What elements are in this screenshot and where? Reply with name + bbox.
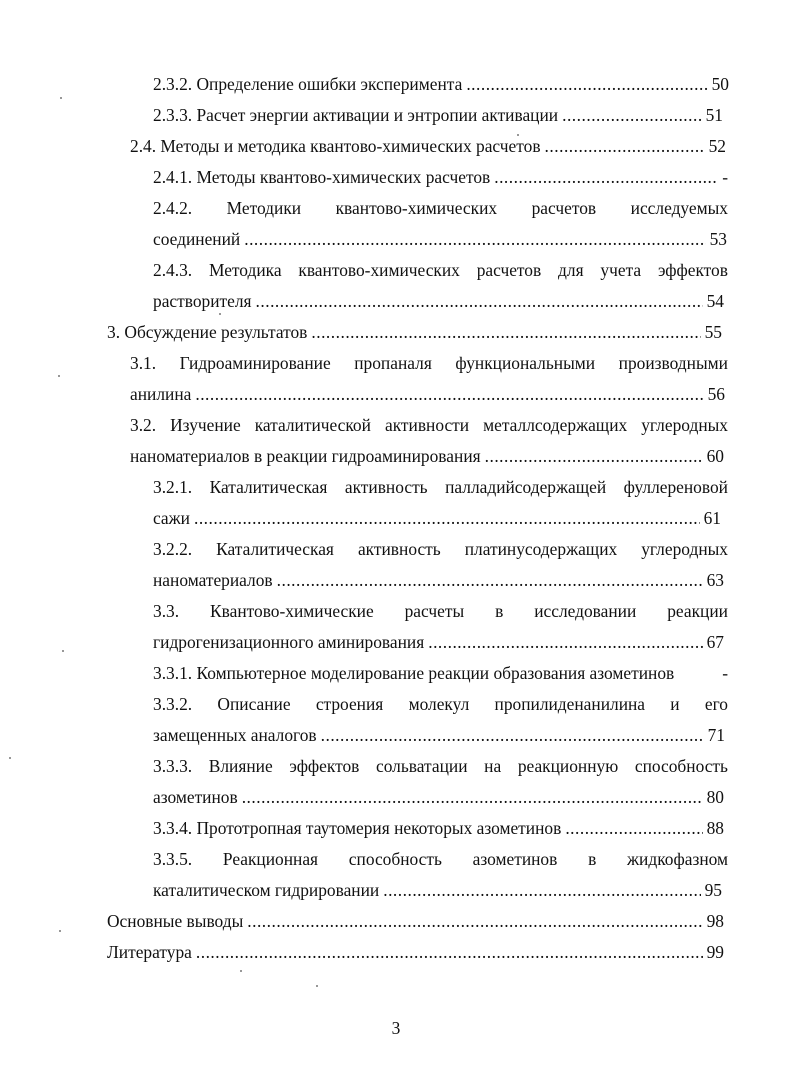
toc-word: Квантово-химические [210, 601, 374, 621]
scan-speck [517, 134, 519, 136]
toc-page-number: 63 [706, 570, 724, 590]
toc-entry-2-4-2-first-line [153, 197, 728, 219]
toc-word: его [704, 694, 728, 714]
toc-word: 3.3.2. [153, 694, 193, 714]
toc-page-number: 61 [703, 508, 721, 528]
toc-entry-3 [107, 321, 722, 343]
toc-page-number: 88 [706, 818, 724, 838]
toc-entry-continuation: азометинов [153, 787, 238, 807]
toc-page-number: 53 [709, 229, 727, 249]
toc-entry-label: 3.3.4. Прототропная таутомерия некоторых азометинов [153, 818, 562, 838]
toc-page-number: 67 [706, 632, 724, 652]
leader-dots [194, 507, 700, 529]
toc-entry-2-4 [130, 135, 726, 157]
toc-page-number: 56 [707, 384, 725, 404]
toc-word: в [588, 849, 597, 869]
toc-entry-3-1-second-line [130, 383, 725, 405]
toc-entry-3-2-first-line [130, 414, 728, 436]
toc-entry-3-3-second-line [153, 631, 724, 653]
toc-entry-3-3-3-second-line [153, 786, 724, 808]
toc-page-number: 60 [706, 446, 724, 466]
scan-speck [219, 313, 221, 315]
toc-entry-label: 2.3.2. Определение ошибки эксперимента [153, 74, 463, 94]
toc-word: активности [384, 415, 470, 435]
toc-word: Каталитическая [209, 477, 328, 497]
toc-word: квантово-химических [335, 198, 498, 218]
toc-word: эффектов [657, 260, 728, 280]
toc-entry-3-3-first-line [153, 600, 728, 622]
toc-word: активность [344, 477, 428, 497]
toc-word: активность [357, 539, 441, 559]
toc-word: способность [348, 849, 442, 869]
toc-entry-literature [107, 941, 724, 963]
toc-word: сольватации [376, 756, 468, 776]
toc-word: Влияние [208, 756, 273, 776]
leader-dots [383, 879, 700, 901]
toc-entry-conclusions [107, 910, 724, 932]
toc-word: способность [634, 756, 728, 776]
toc-word: азометинов [472, 849, 558, 869]
toc-entry-label: Основные выводы [107, 911, 244, 931]
toc-word: для [558, 260, 584, 280]
toc-entry-3-3-1 [153, 662, 728, 684]
scan-speck [58, 375, 60, 377]
toc-page-number: - [722, 663, 728, 683]
toc-word: исследовании [534, 601, 637, 621]
toc-word: реакционную [517, 756, 619, 776]
toc-word: эффектов [289, 756, 360, 776]
toc-entry-3-2-1-second-line [153, 507, 721, 529]
toc-page-number: 52 [708, 136, 726, 156]
toc-word: реакции [667, 601, 728, 621]
toc-entry-2-4-2-second-line [153, 228, 727, 250]
toc-entry-3-3-4 [153, 817, 724, 839]
toc-entry-3-3-5-first-line [153, 848, 728, 870]
toc-entry-3-2-2-second-line [153, 569, 724, 591]
toc-entry-label: 3.3.1. Компьютерное моделирование реакции образования азометинов [153, 663, 675, 683]
toc-entry-label: 3. Обсуждение результатов [107, 322, 308, 342]
toc-word: Изучение [170, 415, 241, 435]
toc-entry-3-2-2-first-line [153, 538, 728, 560]
toc-entry-3-3-5-second-line [153, 879, 722, 901]
toc-entry-label: 2.3.3. Расчет энергии активации и энтропии активации [153, 105, 559, 125]
scan-speck [62, 650, 64, 652]
toc-word: исследуемых [630, 198, 728, 218]
leader-dots [466, 73, 707, 95]
toc-entry-label: 2.4. Методы и методика квантово-химических расчетов [130, 136, 541, 156]
page-number: 3 [391, 1018, 401, 1038]
toc-page-number: 51 [705, 105, 723, 125]
toc-word: палладийсодержащей [445, 477, 607, 497]
toc-word: 3.2. [130, 415, 157, 435]
toc-word: 3.3.5. [153, 849, 193, 869]
leader-dots [311, 321, 700, 343]
leader-dots [321, 724, 704, 746]
toc-entry-3-2-1-first-line [153, 476, 728, 498]
toc-entry-3-3-3-first-line [153, 755, 728, 777]
toc-page-number: 55 [704, 322, 722, 342]
toc-word: Методика [208, 260, 282, 280]
toc-word: 3.3.3. [153, 756, 193, 776]
toc-page-number: 71 [707, 725, 725, 745]
toc-page-number: 95 [704, 880, 722, 900]
leader-dots [485, 445, 703, 467]
toc-word: 2.4.2. [153, 198, 193, 218]
toc-entry-continuation: растворителя [153, 291, 252, 311]
toc-entry-2-4-1 [153, 166, 728, 188]
toc-word: пропилиденанилина [494, 694, 646, 714]
toc-entry-continuation: наноматериалов в реакции гидроаминирования [130, 446, 481, 466]
toc-page-number: 98 [706, 911, 724, 931]
toc-word: платинусодержащих [464, 539, 618, 559]
toc-word: 3.2.2. [153, 539, 193, 559]
toc-word: фуллереновой [623, 477, 728, 497]
toc-word: расчетов [476, 260, 542, 280]
toc-entry-2-4-3-first-line [153, 259, 728, 281]
toc-word: расчетов [531, 198, 597, 218]
toc-entry-3-2-second-line [130, 445, 724, 467]
leader-dots [244, 228, 705, 250]
toc-word: 3.2.1. [153, 477, 193, 497]
toc-word: молекул [408, 694, 470, 714]
toc-entry-continuation: соединений [153, 229, 241, 249]
toc-entry-continuation: каталитическом гидрировании [153, 880, 380, 900]
toc-word: Гидроаминирование [179, 353, 331, 373]
toc-word: функциональными [455, 353, 596, 373]
leader-dots [565, 817, 702, 839]
toc-word: производными [618, 353, 728, 373]
toc-word: Методики [226, 198, 302, 218]
leader-dots [562, 104, 702, 126]
toc-word: расчеты [404, 601, 465, 621]
toc-entry-continuation: наноматериалов [153, 570, 273, 590]
toc-entry-2-3-2 [153, 73, 729, 95]
leader-dots [494, 166, 718, 188]
toc-word: 3.3. [153, 601, 180, 621]
toc-word: строения [315, 694, 384, 714]
scan-speck [60, 97, 62, 99]
toc-entry-2-3-3 [153, 104, 723, 126]
leader-dots [195, 383, 703, 405]
toc-page-number: 99 [706, 942, 724, 962]
toc-entry-3-3-2-first-line [153, 693, 728, 715]
toc-word: металлсодержащих [483, 415, 628, 435]
scan-speck [240, 970, 242, 972]
toc-page-number: - [722, 167, 728, 187]
toc-entry-3-1-first-line [130, 352, 728, 374]
toc-entry-label: Литература [107, 942, 192, 962]
scan-speck [316, 985, 318, 987]
toc-word: 3.1. [130, 353, 157, 373]
leader-dots [242, 786, 703, 808]
toc-entry-2-4-3-second-line [153, 290, 724, 312]
leader-dots [247, 910, 702, 932]
leader-dots [545, 135, 705, 157]
toc-page-number: 50 [711, 74, 729, 94]
toc-word: учета [600, 260, 642, 280]
toc-entry-continuation: замещенных аналогов [153, 725, 317, 745]
toc-entry-3-3-2-second-line [153, 724, 725, 746]
toc-page-number: 54 [706, 291, 724, 311]
toc-entry-label: 2.4.1. Методы квантово-химических расчетов [153, 167, 491, 187]
toc-word: каталитической [254, 415, 371, 435]
toc-word: Описание [217, 694, 291, 714]
leader-dots [196, 941, 703, 963]
toc-word: и [670, 694, 680, 714]
toc-word: квантово-химических [298, 260, 460, 280]
toc-word: пропаналя [354, 353, 432, 373]
toc-word: Каталитическая [216, 539, 334, 559]
scan-speck [9, 757, 11, 759]
toc-entry-continuation: гидрогенизационного аминирования [153, 632, 425, 652]
toc-word: на [484, 756, 502, 776]
leader-dots [428, 631, 702, 653]
leader-dots [256, 290, 703, 312]
toc-entry-continuation: сажи [153, 508, 190, 528]
toc-page-number: 80 [706, 787, 724, 807]
toc-entry-continuation: анилина [130, 384, 192, 404]
toc-word: углеродных [641, 415, 728, 435]
toc-word: 2.4.3. [153, 260, 193, 280]
toc-word: жидкофазном [627, 849, 728, 869]
toc-word: углеродных [641, 539, 728, 559]
scan-speck [59, 930, 61, 932]
leader-dots [277, 569, 703, 591]
toc-word: в [495, 601, 504, 621]
toc-word: Реакционная [222, 849, 319, 869]
